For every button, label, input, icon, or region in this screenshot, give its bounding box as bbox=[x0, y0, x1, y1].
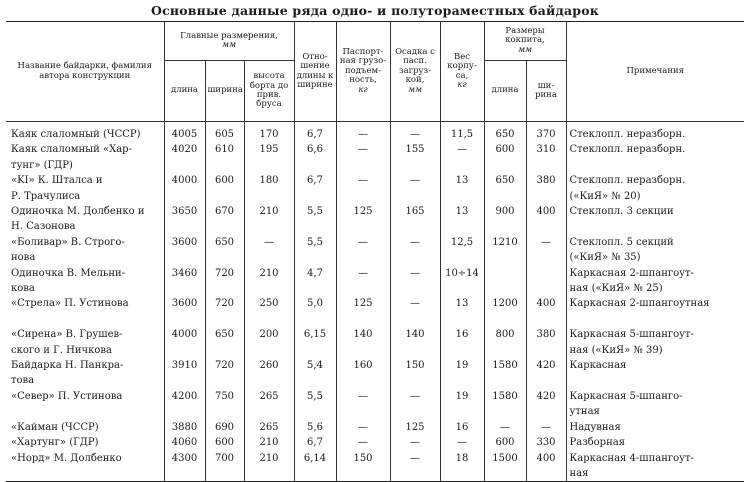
cell-cl bbox=[484, 266, 526, 281]
cell-note: ная («КиЯ» № 25) bbox=[566, 281, 744, 296]
cell-height: 265 bbox=[244, 389, 294, 404]
cell-cl bbox=[484, 312, 526, 327]
cell-height: 250 bbox=[244, 296, 294, 311]
cell-width bbox=[205, 281, 244, 296]
header-height: высота борта до прив. бруса bbox=[244, 61, 294, 122]
cell-cl bbox=[484, 158, 526, 173]
cell-note: Стеклопл. неразборн. bbox=[566, 142, 744, 157]
cell-length bbox=[164, 466, 205, 482]
cell-weight: 19 bbox=[440, 389, 484, 404]
cell-draft: — bbox=[390, 435, 440, 450]
cell-ratio: 6,7 bbox=[294, 435, 336, 450]
cell-weight bbox=[440, 373, 484, 388]
cell-note: Стеклопл. неразборн. bbox=[566, 173, 744, 188]
cell-capacity: 150 bbox=[336, 451, 390, 466]
cell-weight bbox=[440, 219, 484, 234]
cell-cl bbox=[484, 466, 526, 482]
cell-cl: 1500 bbox=[484, 451, 526, 466]
cell-length: 3600 bbox=[164, 235, 205, 250]
cell-ratio: 6,14 bbox=[294, 451, 336, 466]
cell-weight bbox=[440, 343, 484, 358]
cell-cw bbox=[526, 281, 566, 296]
header-capacity: Паспортная грузоподъемность, кг bbox=[336, 22, 390, 122]
cell-weight: 18 bbox=[440, 451, 484, 466]
cell-name: «Кайман (ЧССР) bbox=[6, 420, 164, 435]
cell-width bbox=[205, 466, 244, 482]
cell-cl: — bbox=[484, 420, 526, 435]
header-draft: Осадка с пасп. загрузкой, мм bbox=[390, 22, 440, 122]
cell-height bbox=[244, 250, 294, 265]
cell-height: 180 bbox=[244, 173, 294, 188]
cell-cw: 370 bbox=[526, 122, 566, 143]
cell-length bbox=[164, 189, 205, 204]
cell-name bbox=[6, 312, 164, 327]
cell-cw: 380 bbox=[526, 173, 566, 188]
cell-cw bbox=[526, 158, 566, 173]
cell-ratio bbox=[294, 373, 336, 388]
table-row bbox=[6, 204, 744, 219]
cell-height bbox=[244, 373, 294, 388]
cell-capacity bbox=[336, 404, 390, 419]
cell-ratio bbox=[294, 404, 336, 419]
cell-width: 670 bbox=[205, 204, 244, 219]
cell-weight: 19 bbox=[440, 358, 484, 373]
header-length: длина bbox=[164, 61, 205, 122]
table-row bbox=[6, 435, 744, 450]
cell-note: Надувная bbox=[566, 420, 744, 435]
header-cockpit: Размеры кокпита, мм bbox=[484, 22, 566, 61]
cell-cw: — bbox=[526, 235, 566, 250]
cell-cl: 600 bbox=[484, 142, 526, 157]
table-row bbox=[6, 122, 744, 143]
cell-weight bbox=[440, 312, 484, 327]
cell-note: Каркасная 5-шпангоут- bbox=[566, 327, 744, 342]
cell-ratio bbox=[294, 250, 336, 265]
cell-note: («КиЯ» № 20) bbox=[566, 189, 744, 204]
cell-length bbox=[164, 281, 205, 296]
cell-draft: 125 bbox=[390, 420, 440, 435]
cell-name: Н. Сазонова bbox=[6, 219, 164, 234]
cell-cl: 650 bbox=[484, 122, 526, 143]
cell-note: утная bbox=[566, 404, 744, 419]
cell-capacity: 125 bbox=[336, 296, 390, 311]
cell-name: Одиночка М. Долбенко и bbox=[6, 204, 164, 219]
cell-name: «Боливар» В. Строго- bbox=[6, 235, 164, 250]
cell-height bbox=[244, 281, 294, 296]
cell-cl bbox=[484, 373, 526, 388]
cell-name: нова bbox=[6, 250, 164, 265]
cell-cw bbox=[526, 404, 566, 419]
cell-weight: 12,5 bbox=[440, 235, 484, 250]
cell-weight bbox=[440, 281, 484, 296]
table-row bbox=[6, 389, 744, 404]
cell-draft bbox=[390, 219, 440, 234]
cell-height bbox=[244, 404, 294, 419]
cell-height bbox=[244, 466, 294, 482]
cell-width bbox=[205, 373, 244, 388]
cell-draft bbox=[390, 343, 440, 358]
cell-weight bbox=[440, 158, 484, 173]
header-main-dims: Главные размерения, мм bbox=[164, 22, 294, 61]
cell-name: Одиночка В. Мельни- bbox=[6, 266, 164, 281]
cell-width: 600 bbox=[205, 173, 244, 188]
cell-ratio: 6,7 bbox=[294, 122, 336, 143]
cell-capacity: — bbox=[336, 420, 390, 435]
cell-width: 750 bbox=[205, 389, 244, 404]
cell-weight bbox=[440, 250, 484, 265]
cell-name: ского и Г. Ничкова bbox=[6, 343, 164, 358]
cell-height: 210 bbox=[244, 204, 294, 219]
cell-cw bbox=[526, 373, 566, 388]
table-title: Основные данные ряда одно- и полутораместных байдарок bbox=[150, 3, 599, 18]
cell-length: 3910 bbox=[164, 358, 205, 373]
cell-ratio bbox=[294, 281, 336, 296]
cell-name: Байдарка Н. Панкра- bbox=[6, 358, 164, 373]
cell-cl bbox=[484, 404, 526, 419]
cell-width: 600 bbox=[205, 435, 244, 450]
cell-capacity bbox=[336, 189, 390, 204]
cell-capacity bbox=[336, 250, 390, 265]
cell-length: 4000 bbox=[164, 327, 205, 342]
cell-draft: — bbox=[390, 122, 440, 143]
cell-cw bbox=[526, 266, 566, 281]
cell-width bbox=[205, 219, 244, 234]
cell-height: 200 bbox=[244, 327, 294, 342]
cell-length bbox=[164, 312, 205, 327]
kayak-data-table bbox=[6, 21, 744, 482]
cell-draft: — bbox=[390, 235, 440, 250]
cell-capacity: — bbox=[336, 266, 390, 281]
cell-note: Стеклопл. неразборн. bbox=[566, 122, 744, 143]
cell-note bbox=[566, 373, 744, 388]
cell-name: Каяк слаломный (ЧССР) bbox=[6, 122, 164, 143]
table-row bbox=[6, 142, 744, 157]
cell-cl: 800 bbox=[484, 327, 526, 342]
cell-weight: — bbox=[440, 142, 484, 157]
cell-cw: 400 bbox=[526, 451, 566, 466]
cell-note: («КиЯ» № 35) bbox=[566, 250, 744, 265]
cell-height: 265 bbox=[244, 420, 294, 435]
cell-ratio: 5,0 bbox=[294, 296, 336, 311]
cell-draft bbox=[390, 158, 440, 173]
table-row bbox=[6, 358, 744, 373]
cell-draft: 150 bbox=[390, 358, 440, 373]
cell-draft bbox=[390, 373, 440, 388]
header-cockpit-length: длина bbox=[484, 61, 526, 122]
cell-capacity: — bbox=[336, 235, 390, 250]
cell-capacity: 140 bbox=[336, 327, 390, 342]
cell-width: 605 bbox=[205, 122, 244, 143]
table-row bbox=[6, 281, 744, 296]
cell-note: Каркасная 5-шпанго- bbox=[566, 389, 744, 404]
cell-length bbox=[164, 158, 205, 173]
cell-name: «Сирена» В. Грушев- bbox=[6, 327, 164, 342]
cell-draft: — bbox=[390, 451, 440, 466]
cell-width bbox=[205, 158, 244, 173]
cell-cw bbox=[526, 189, 566, 204]
cell-length: 4200 bbox=[164, 389, 205, 404]
cell-draft bbox=[390, 312, 440, 327]
cell-capacity: — bbox=[336, 435, 390, 450]
cell-length: 3460 bbox=[164, 266, 205, 281]
cell-cw: 330 bbox=[526, 435, 566, 450]
cell-weight: 13 bbox=[440, 296, 484, 311]
cell-draft bbox=[390, 281, 440, 296]
cell-name: това bbox=[6, 373, 164, 388]
cell-draft bbox=[390, 189, 440, 204]
table-row bbox=[6, 296, 744, 311]
cell-height bbox=[244, 219, 294, 234]
cell-cw: 420 bbox=[526, 389, 566, 404]
cell-height: 260 bbox=[244, 358, 294, 373]
cell-width: 650 bbox=[205, 327, 244, 342]
header-cockpit-width: ширина bbox=[526, 61, 566, 122]
cell-width: 650 bbox=[205, 235, 244, 250]
cell-weight: 10÷14 bbox=[440, 266, 484, 281]
cell-cl: 900 bbox=[484, 204, 526, 219]
cell-note: Разборная bbox=[566, 435, 744, 450]
table-row bbox=[6, 343, 744, 358]
cell-height bbox=[244, 343, 294, 358]
cell-cl bbox=[484, 343, 526, 358]
cell-name bbox=[6, 466, 164, 482]
cell-capacity: 125 bbox=[336, 204, 390, 219]
cell-ratio: 6,15 bbox=[294, 327, 336, 342]
cell-draft: 165 bbox=[390, 204, 440, 219]
cell-note: Каркасная bbox=[566, 358, 744, 373]
cell-draft: 155 bbox=[390, 142, 440, 157]
cell-length: 3880 bbox=[164, 420, 205, 435]
cell-capacity bbox=[336, 373, 390, 388]
cell-width: 720 bbox=[205, 266, 244, 281]
cell-cl: 600 bbox=[484, 435, 526, 450]
table-row bbox=[6, 173, 744, 188]
cell-ratio bbox=[294, 219, 336, 234]
cell-name: «Хартунг» (ГДР) bbox=[6, 435, 164, 450]
cell-length bbox=[164, 219, 205, 234]
table-row bbox=[6, 373, 744, 388]
cell-weight: 13 bbox=[440, 204, 484, 219]
cell-note: ная («КиЯ» № 39) bbox=[566, 343, 744, 358]
cell-name: «Север» П. Устинова bbox=[6, 389, 164, 404]
cell-weight bbox=[440, 189, 484, 204]
cell-height bbox=[244, 189, 294, 204]
cell-note: ная bbox=[566, 466, 744, 482]
cell-height: 195 bbox=[244, 142, 294, 157]
table-row bbox=[6, 404, 744, 419]
cell-width bbox=[205, 404, 244, 419]
cell-cw bbox=[526, 466, 566, 482]
cell-cl bbox=[484, 281, 526, 296]
cell-draft: — bbox=[390, 173, 440, 188]
cell-height bbox=[244, 158, 294, 173]
cell-width: 720 bbox=[205, 358, 244, 373]
cell-cl: 1580 bbox=[484, 389, 526, 404]
cell-capacity: — bbox=[336, 142, 390, 157]
table-row bbox=[6, 420, 744, 435]
cell-name: кова bbox=[6, 281, 164, 296]
header-width: ширина bbox=[205, 61, 244, 122]
cell-name: «KI» К. Шталса и bbox=[6, 173, 164, 188]
table-row bbox=[6, 235, 744, 250]
cell-ratio bbox=[294, 158, 336, 173]
cell-note bbox=[566, 219, 744, 234]
cell-ratio: 5,5 bbox=[294, 235, 336, 250]
cell-capacity: — bbox=[336, 389, 390, 404]
cell-height: 210 bbox=[244, 451, 294, 466]
cell-length: 4300 bbox=[164, 451, 205, 466]
cell-weight: 16 bbox=[440, 327, 484, 342]
cell-name: Р. Трачулиса bbox=[6, 189, 164, 204]
cell-ratio: 4,7 bbox=[294, 266, 336, 281]
cell-name: тунг» (ГДР) bbox=[6, 158, 164, 173]
cell-length: 4000 bbox=[164, 173, 205, 188]
table-row bbox=[6, 266, 744, 281]
cell-name bbox=[6, 404, 164, 419]
cell-width: 720 bbox=[205, 296, 244, 311]
cell-length bbox=[164, 250, 205, 265]
cell-width bbox=[205, 189, 244, 204]
cell-draft: — bbox=[390, 266, 440, 281]
cell-cw: — bbox=[526, 420, 566, 435]
cell-weight: 11,5 bbox=[440, 122, 484, 143]
table-row bbox=[6, 158, 744, 173]
cell-cl bbox=[484, 250, 526, 265]
cell-length bbox=[164, 404, 205, 419]
cell-length: 4005 bbox=[164, 122, 205, 143]
cell-draft: 140 bbox=[390, 327, 440, 342]
cell-cw: 400 bbox=[526, 204, 566, 219]
cell-capacity: — bbox=[336, 122, 390, 143]
table-row bbox=[6, 312, 744, 327]
cell-ratio bbox=[294, 312, 336, 327]
cell-capacity bbox=[336, 158, 390, 173]
table-row bbox=[6, 250, 744, 265]
cell-length: 4020 bbox=[164, 142, 205, 157]
cell-draft bbox=[390, 404, 440, 419]
cell-note: Каркасная 2-шпангоут- bbox=[566, 266, 744, 281]
cell-name: «Норд» М. Долбенко bbox=[6, 451, 164, 466]
cell-cw: 310 bbox=[526, 142, 566, 157]
header-ratio: Отношение длины к ширине bbox=[294, 22, 336, 122]
table-row bbox=[6, 189, 744, 204]
header-weight: Вес корпуса, кг bbox=[440, 22, 484, 122]
cell-weight: 13 bbox=[440, 173, 484, 188]
cell-note: Стеклопл. 3 секции bbox=[566, 204, 744, 219]
cell-height: — bbox=[244, 235, 294, 250]
cell-cw bbox=[526, 312, 566, 327]
cell-cl: 1210 bbox=[484, 235, 526, 250]
header-name: Название байдарки, фамилия автора конструкции bbox=[6, 22, 164, 122]
cell-draft: — bbox=[390, 296, 440, 311]
cell-capacity bbox=[336, 312, 390, 327]
cell-height: 210 bbox=[244, 435, 294, 450]
table-row bbox=[6, 219, 744, 234]
cell-length: 3650 bbox=[164, 204, 205, 219]
cell-length bbox=[164, 373, 205, 388]
cell-draft bbox=[390, 250, 440, 265]
cell-weight: — bbox=[440, 435, 484, 450]
cell-note: Каркасная 2-шпангоутная bbox=[566, 296, 744, 311]
cell-cl: 1200 bbox=[484, 296, 526, 311]
cell-capacity bbox=[336, 466, 390, 482]
cell-cw: 420 bbox=[526, 358, 566, 373]
cell-note bbox=[566, 312, 744, 327]
cell-length: 3600 bbox=[164, 296, 205, 311]
cell-cl: 650 bbox=[484, 173, 526, 188]
cell-ratio: 5,6 bbox=[294, 420, 336, 435]
cell-note: Каркасная 4-шпангоут- bbox=[566, 451, 744, 466]
table-row bbox=[6, 327, 744, 342]
table-row bbox=[6, 466, 744, 482]
cell-length: 4060 bbox=[164, 435, 205, 450]
cell-width: 700 bbox=[205, 451, 244, 466]
cell-cl: 1580 bbox=[484, 358, 526, 373]
cell-ratio bbox=[294, 466, 336, 482]
cell-width: 690 bbox=[205, 420, 244, 435]
cell-width bbox=[205, 343, 244, 358]
cell-capacity: — bbox=[336, 173, 390, 188]
cell-cw bbox=[526, 219, 566, 234]
cell-ratio: 6,6 bbox=[294, 142, 336, 157]
cell-weight bbox=[440, 466, 484, 482]
cell-ratio: 5,5 bbox=[294, 204, 336, 219]
cell-ratio: 5,4 bbox=[294, 358, 336, 373]
cell-width: 610 bbox=[205, 142, 244, 157]
cell-cl bbox=[484, 189, 526, 204]
cell-ratio: 6,7 bbox=[294, 173, 336, 188]
cell-capacity: 160 bbox=[336, 358, 390, 373]
cell-capacity bbox=[336, 281, 390, 296]
cell-draft bbox=[390, 466, 440, 482]
cell-cw bbox=[526, 343, 566, 358]
header-notes: Примечания bbox=[566, 22, 744, 122]
cell-length bbox=[164, 343, 205, 358]
cell-width bbox=[205, 312, 244, 327]
cell-ratio bbox=[294, 343, 336, 358]
cell-weight bbox=[440, 404, 484, 419]
cell-cl bbox=[484, 219, 526, 234]
cell-height bbox=[244, 312, 294, 327]
table-body bbox=[6, 122, 744, 482]
cell-cw: 380 bbox=[526, 327, 566, 342]
cell-ratio: 5,5 bbox=[294, 389, 336, 404]
cell-note bbox=[566, 158, 744, 173]
cell-capacity bbox=[336, 343, 390, 358]
table-row bbox=[6, 451, 744, 466]
cell-cw bbox=[526, 250, 566, 265]
cell-height: 170 bbox=[244, 122, 294, 143]
cell-weight: 16 bbox=[440, 420, 484, 435]
cell-cw: 400 bbox=[526, 296, 566, 311]
cell-note: Стеклопл. 5 секций bbox=[566, 235, 744, 250]
cell-name: Каяк слаломный «Хар- bbox=[6, 142, 164, 157]
cell-height: 210 bbox=[244, 266, 294, 281]
cell-ratio bbox=[294, 189, 336, 204]
cell-capacity bbox=[336, 219, 390, 234]
cell-width bbox=[205, 250, 244, 265]
cell-draft: — bbox=[390, 389, 440, 404]
cell-name: «Стрела» П. Устинова bbox=[6, 296, 164, 311]
